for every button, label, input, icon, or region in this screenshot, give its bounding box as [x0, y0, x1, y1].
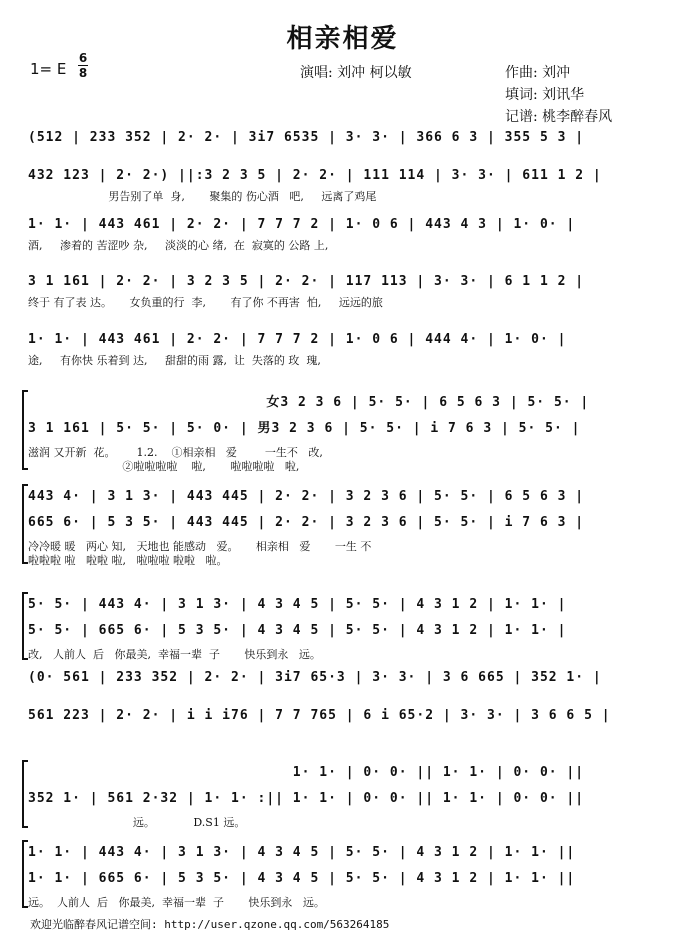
song-title: 相亲相爱	[286, 24, 399, 54]
lyrics-line: 改, 人前人 后 你最美, 幸福一辈 子 快乐到永 远。	[28, 648, 321, 661]
notes-line: (512 | 233 352 | 2· 2· | 3i7 6535 | 3· 3· | 366 6 3 | 355 5 3 |	[28, 130, 585, 145]
lyrics-line: 远。 人前人 后 你最美, 幸福一辈 子 快乐到永 远。	[28, 896, 325, 909]
time-signature: 6 8	[78, 51, 88, 80]
singers: 演唱: 刘冲 柯以敏	[300, 65, 412, 81]
notes-line: 女3 2 3 6 | 5· 5· | 6 5 6 3 | 5· 5· | 3 1 161 | 5· 5· | 5· 0· | 男3 2 3 6 | 5· 5· | i 7 6 3 | 5· 5· |	[28, 395, 590, 436]
lyrics-line: ②啦啦啦啦 啦, 啦啦啦啦 啦,	[28, 460, 300, 473]
lyrics-line: 远。 D.S1 远。	[28, 816, 246, 829]
notes-line: 443 4· | 3 1 3· | 443 445 | 2· 2· | 3 2 3 6 | 5· 5· | 6 5 6 3 | 665 6· | 5 3 5· | 443 445 | 2· 2· | 3 2 3 6 | 5· 5· | i 7 6 3 |	[28, 489, 585, 530]
notes-line: 432 123 | 2· 2·) ||:3 2 3 5 | 2· 2· | 111 114 | 3· 3· | 611 1 2 |	[28, 168, 602, 183]
lyrics-line: 男告别了单 身, 聚集的 伤心酒 吧, 远离了鸡尾	[28, 190, 377, 203]
notes-line: 1· 1· | 443 4· | 3 1 3· | 4 3 4 5 | 5· 5· | 4 3 1 2 | 1· 1· || 1· 1· | 665 6· | 5 3 5· | 4 3 4 5 | 5· 5· | 4 3 1 2 | 1· 1· ||	[28, 845, 576, 886]
notes-line: 3 1 161 | 2· 2· | 3 2 3 5 | 2· 2· | 117 113 | 3· 3· | 6 1 1 2 |	[28, 274, 585, 289]
notes-line: 561 223 | 2· 2· | i i i76 | 7 7 765 | 6 i 65·2 | 3· 3· | 3 6 6 5 |	[28, 708, 611, 723]
footer-link-text: 欢迎光临醉春风记谱空间: http://user.qzone.qq.com/563264185	[30, 918, 390, 931]
transcriber: 记谱: 桃李醉春风	[505, 109, 613, 125]
notes-line: 1· 1· | 443 461 | 2· 2· | 7 7 7 2 | 1· 0 6 | 443 4 3 | 1· 0· |	[28, 217, 576, 232]
key-signature: 1= E	[30, 60, 67, 78]
notes-line: (0· 561 | 233 352 | 2· 2· | 3i7 65·3 | 3· 3· | 3 6 665 | 352 1· |	[28, 670, 602, 685]
lyrics-line: 冷冷暖 暖 两心 知, 天地也 能感动 爱。 相亲相 爱 一生 不	[28, 540, 372, 553]
composer: 作曲: 刘冲	[505, 65, 571, 81]
lyrics-line: 滋润 又开新 花。 1.2. ①相亲相 爱 一生不 改,	[28, 446, 323, 459]
lyrics-line: 终于 有了表 达。 女负重的行 李, 有了你 不再害 怕, 远远的旅	[28, 296, 383, 309]
notes-line: 5· 5· | 443 4· | 3 1 3· | 4 3 4 5 | 5· 5· | 4 3 1 2 | 1· 1· | 5· 5· | 665 6· | 5 3 5· | 4 3 4 5 | 5· 5· | 4 3 1 2 | 1· 1· |	[28, 597, 567, 638]
notes-line: 1· 1· | 443 461 | 2· 2· | 7 7 7 2 | 1· 0 6 | 444 4· | 1· 0· |	[28, 332, 567, 347]
lyrics-line: 酒, 渗着的 苦涩吵 杂, 淡淡的心 绪, 在 寂寞的 公路 上,	[28, 239, 329, 252]
notes-line: 1· 1· | 0· 0· || 1· 1· | 0· 0· || 352 1· | 561 2·32 | 1· 1· :|| 1· 1· | 0· 0· || 1· 1· | 0· 0· ||	[28, 765, 585, 806]
lyrics-line: 途, 有你快 乐着到 达, 甜甜的雨 露, 让 失落的 玫 瑰,	[28, 354, 321, 367]
lyricist: 填词: 刘讯华	[505, 87, 585, 103]
lyrics-line: 啦啦啦 啦 啦啦 啦, 啦啦啦 啦啦 啦。	[28, 554, 228, 567]
